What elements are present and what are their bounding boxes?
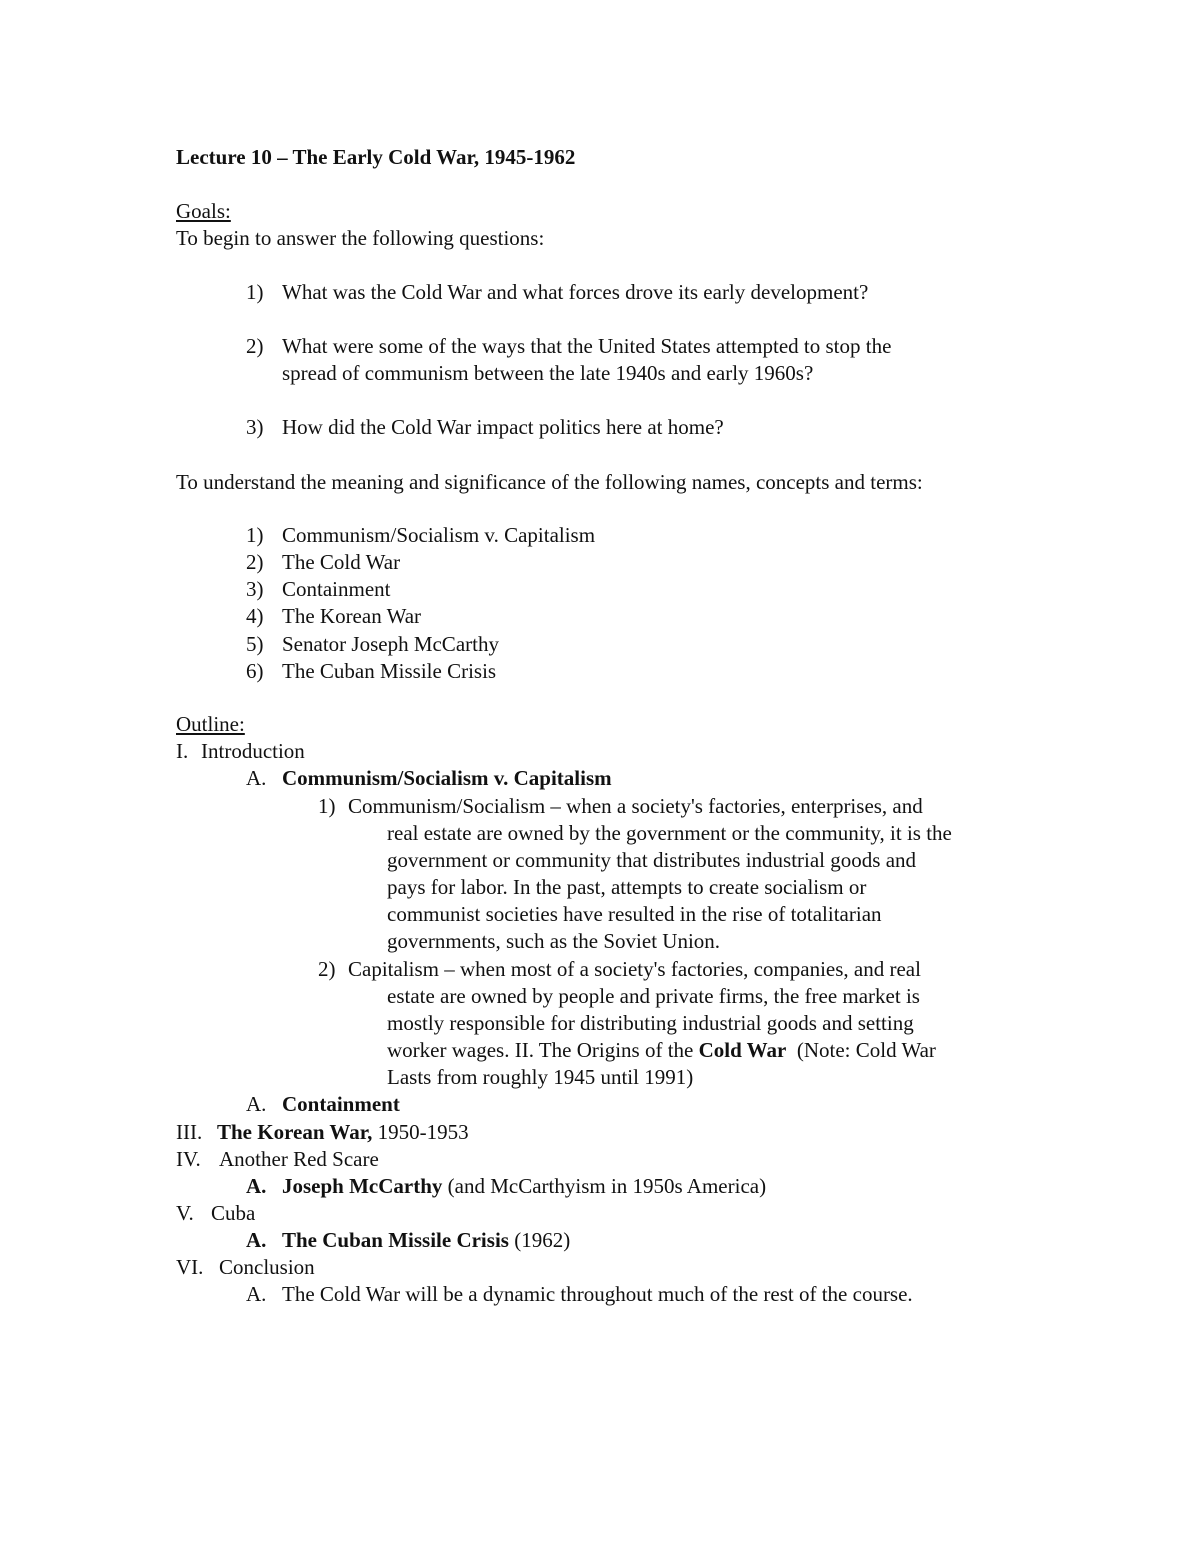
question-number: 2) <box>246 334 264 358</box>
term-text: The Cold War <box>282 550 401 574</box>
question-text: What were some of the ways that the United States attempted to stop the <box>282 334 892 358</box>
outline-subsection: The Cold War will be a dynamic throughout much of the rest of the course. <box>282 1282 913 1306</box>
outline-subsection <box>282 1173 766 1200</box>
question-text: What was the Cold War and what forces drove its early development? <box>282 280 869 304</box>
outline-item-text-part: (Note: Cold War <box>786 1038 936 1062</box>
outline-numeral: IV. <box>176 1147 201 1171</box>
outline-letter: A. <box>246 1174 267 1198</box>
term-number: 4) <box>246 604 264 628</box>
outline-subsection <box>282 1227 570 1254</box>
outline-numeral: III. <box>176 1120 203 1144</box>
outline-item-text: Capitalism – when most of a society's factories, companies, and real <box>348 957 921 981</box>
question-text: How did the Cold War impact politics here at home? <box>282 415 724 439</box>
outline-item-text: estate are owned by people and private firms, the free market is <box>387 984 920 1008</box>
question-text: spread of communism between the late 1940s and early 1960s? <box>282 361 814 385</box>
outline-subsection-rest: (1962) <box>508 1228 571 1252</box>
outline-item-text: governments, such as the Soviet Union. <box>387 929 721 953</box>
outline-item-number: 2) <box>318 957 336 981</box>
outline-item-text: real estate are owned by the government or the community, it is the <box>387 821 952 845</box>
outline-subsection-bold: The Cuban Missile Crisis <box>282 1228 509 1252</box>
outline-letter: A. <box>246 766 267 790</box>
page-title: Lecture 10 – The Early Cold War, 1945-1962 <box>176 145 576 169</box>
outline-item-text: pays for labor. In the past, attempts to create socialism or <box>387 875 867 899</box>
term-text: The Korean War <box>282 604 422 628</box>
outline-numeral: V. <box>176 1201 194 1225</box>
outline-section: Another Red Scare <box>219 1147 379 1171</box>
terms-intro: To understand the meaning and significance of the following names, concepts and terms: <box>176 470 923 494</box>
outline-letter: A. <box>246 1228 267 1252</box>
outline-item-text <box>387 1037 936 1064</box>
cold-war-term: Cold War <box>698 1038 787 1062</box>
outline-item-number: 1) <box>318 794 336 818</box>
term-text: Communism/Socialism v. Capitalism <box>282 523 596 547</box>
term-number: 2) <box>246 550 264 574</box>
goals-intro: To begin to answer the following questions: <box>176 226 545 250</box>
outline-letter: A. <box>246 1282 267 1306</box>
outline-section: Introduction <box>201 739 305 763</box>
outline-section-rest: 1950-1953 <box>372 1120 469 1144</box>
outline-section: Conclusion <box>219 1255 315 1279</box>
outline-subsection: Containment <box>282 1092 400 1116</box>
term-number: 3) <box>246 577 264 601</box>
term-number: 5) <box>246 632 264 656</box>
outline-item-text: communist societies have resulted in the rise of totalitarian <box>387 902 882 926</box>
outline-numeral: VI. <box>176 1255 204 1279</box>
outline-item-text: Communism/Socialism – when a society's factories, enterprises, and <box>348 794 923 818</box>
outline-item-text: government or community that distributes industrial goods and <box>387 848 917 872</box>
term-text: Senator Joseph McCarthy <box>282 632 499 656</box>
question-number: 3) <box>246 415 264 439</box>
question-number: 1) <box>246 280 264 304</box>
outline-section: Cuba <box>211 1201 256 1225</box>
term-number: 1) <box>246 523 264 547</box>
outline-section <box>217 1119 469 1146</box>
outline-subsection: Communism/Socialism v. Capitalism <box>282 766 612 790</box>
goals-heading: Goals: <box>176 199 231 223</box>
outline-subsection-bold: Joseph McCarthy <box>282 1174 443 1198</box>
outline-item-text: Lasts from roughly 1945 until 1991) <box>387 1065 694 1089</box>
term-number: 6) <box>246 659 264 683</box>
outline-section-bold: The Korean War, <box>217 1120 373 1144</box>
outline-item-text: mostly responsible for distributing industrial goods and setting <box>387 1011 914 1035</box>
term-text: The Cuban Missile Crisis <box>282 659 497 683</box>
outline-subsection-rest: (and McCarthyism in 1950s America) <box>442 1174 767 1198</box>
outline-heading: Outline: <box>176 712 245 736</box>
outline-letter: A. <box>246 1092 267 1116</box>
term-text: Containment <box>282 577 391 601</box>
outline-item-text-part: worker wages. II. The Origins of the <box>387 1038 699 1062</box>
outline-numeral: I. <box>176 739 189 763</box>
